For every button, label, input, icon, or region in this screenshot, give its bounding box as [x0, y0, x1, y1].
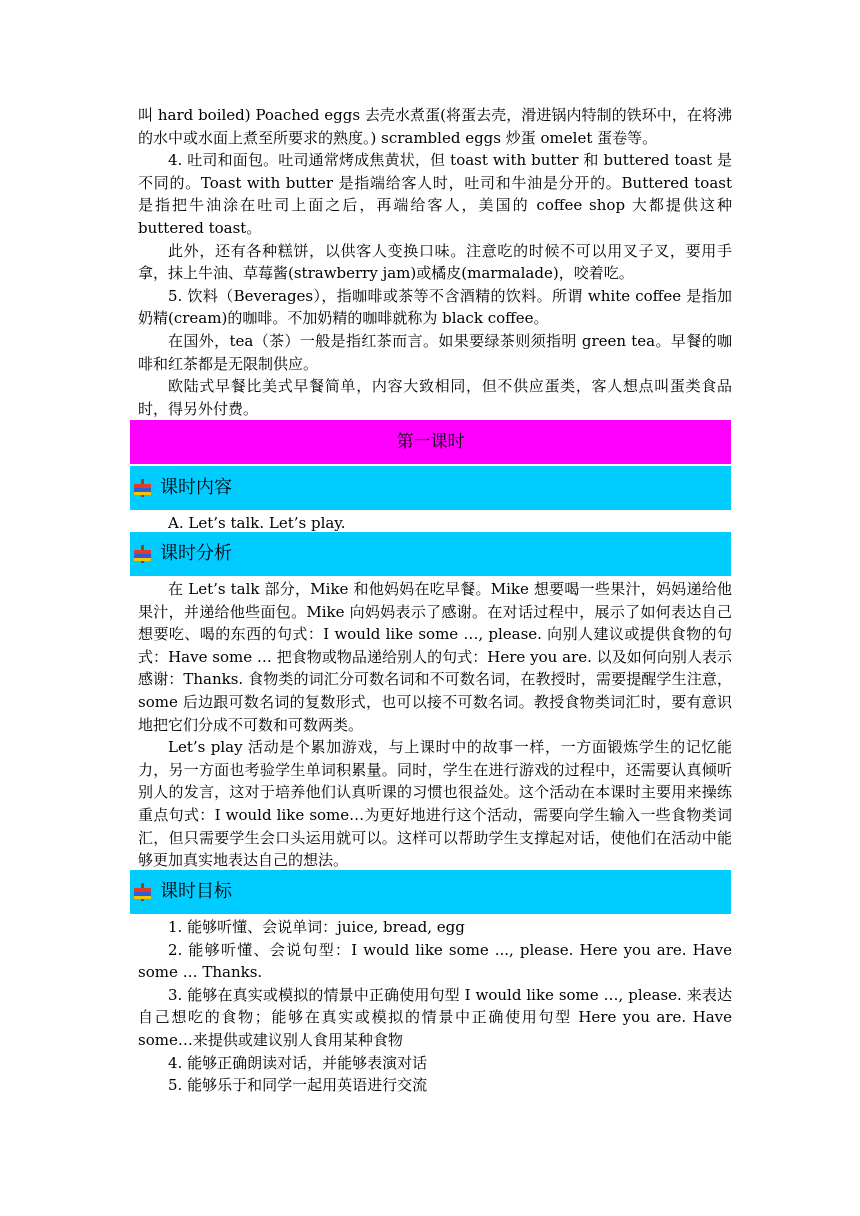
section-title-goals: 课时目标 [160, 881, 232, 902]
section-title-analysis: 课时分析 [160, 543, 232, 564]
intro-paragraph-6: 欧陆式早餐比美式早餐简单，内容大致相同，但不供应蛋类，客人想点叫蛋类食品时，得另外付费。 [138, 377, 732, 418]
section-body-analysis [138, 578, 732, 872]
intro-paragraph-1: 叫 hard boiled) Poached eggs 去壳水煮蛋(将蛋去壳，滑进锅内特制的铁环中，在将沸的水中或水面上煮至所要求的熟度。) scrambled eggs 炒蛋 omelet 蛋卷等。 [138, 106, 732, 147]
analysis-paragraph-2: Let’s play 活动是个累加游戏，与上课时中的故事一样，一方面锻炼学生的记忆能力，另一方面也考验学生单词积累量。同时，学生在进行游戏的过程中，还需要认真倾听别人的发言，这对于培养他们认真听课的习惯也很益处。这个活动在本课时主要用来操练重点句式：I would like some…为更好地进行这个活动，需要向学生输入一些食物类词汇，但只需要学生会口头运用就可以。这样可以帮助学生支撑起对话，使他们在活动中能够更加真实地表达自己的想法。 [138, 738, 732, 870]
goal-item-3: 3. 能够在真实或模拟的情景中正确使用句型 I would like some …, please. 来表达自己想吃的食物；能够在真实或模拟的情景中正确使用句型 Here you are. Have some…来提供或建议别人食用某种食物 [138, 985, 732, 1049]
goal-item-5: 5. 能够乐于和同学一起用英语进行交流 [168, 1076, 428, 1095]
book-list-icon [134, 883, 151, 901]
intro-paragraph-2: 4. 吐司和面包。吐司通常烤成焦黄状，但 toast with butter 和 buttered toast 是不同的。Toast with butter 是指端给客人时，吐司和牛油是分开的。Buttered toast 是指把牛油涂在吐司上面之后，再端给客人，美国的 coffee shop 大都提供这种 buttered toast。 [138, 151, 732, 237]
intro-paragraph-3: 此外，还有各种糕饼，以供客人变换口味。注意吃的时候不可以用叉子叉，要用手拿，抹上牛油、草莓酱(strawberry jam)或橘皮(marmalade)，咬着吃。 [138, 241, 732, 283]
analysis-paragraph-1: 在 Let’s talk 部分，Mike 和他妈妈在吃早餐。Mike 想要喝一些果汁，妈妈递给他果汁，并递给他些面包。Mike 向妈妈表示了感谢。在对话过程中，展示了如何表达自己想要吃、喝的东西的句式：I would like some …, please. 向别人建议或提供食物的句式：Have some … 把食物或物品递给别人的句式：Here you are. 以及如何向别人表示感谢：Thanks. 食物类的词汇分可数名词和不可数名词，在教授时，需要提醒学生注意，some 后边跟可数名词的复数形式，也可以接不可数名词。教授食物类词汇时，要有意识地把它们分成不可数和可数两类。 [138, 580, 732, 734]
goal-item-2: 2. 能够听懂、会说句型：I would like some ..., please. Here you are. Have some … Thanks. [138, 940, 732, 982]
section-title-content: 课时内容 [160, 477, 232, 498]
lesson-banner-title: 第一课时 [396, 432, 465, 452]
section-header-content [130, 466, 731, 510]
content-paragraph-1: A. Let’s talk. Let’s play. [168, 514, 346, 532]
book-list-icon [134, 479, 151, 497]
section-header-analysis [130, 532, 731, 576]
section-header-goals [130, 870, 731, 914]
goal-item-4: 4. 能够正确朗读对话，并能够表演对话 [168, 1053, 428, 1072]
goal-item-1: 1. 能够听懂、会说单词：juice, bread, egg [168, 918, 465, 936]
intro-text [138, 104, 732, 420]
section-body-goals [138, 916, 732, 1097]
book-list-icon [134, 545, 151, 563]
intro-paragraph-5: 在国外，tea（茶）一般是指红茶而言。如果要绿茶则须指明 green tea。早餐的咖啡和红茶都是无限制供应。 [138, 331, 732, 373]
lesson-banner [130, 420, 731, 464]
intro-paragraph-4: 5. 饮料（Beverages），指咖啡或茶等不含酒精的饮料。所谓 white coffee 是指加奶精(cream)的咖啡。不加奶精的咖啡就称为 black coffee。 [138, 286, 732, 328]
